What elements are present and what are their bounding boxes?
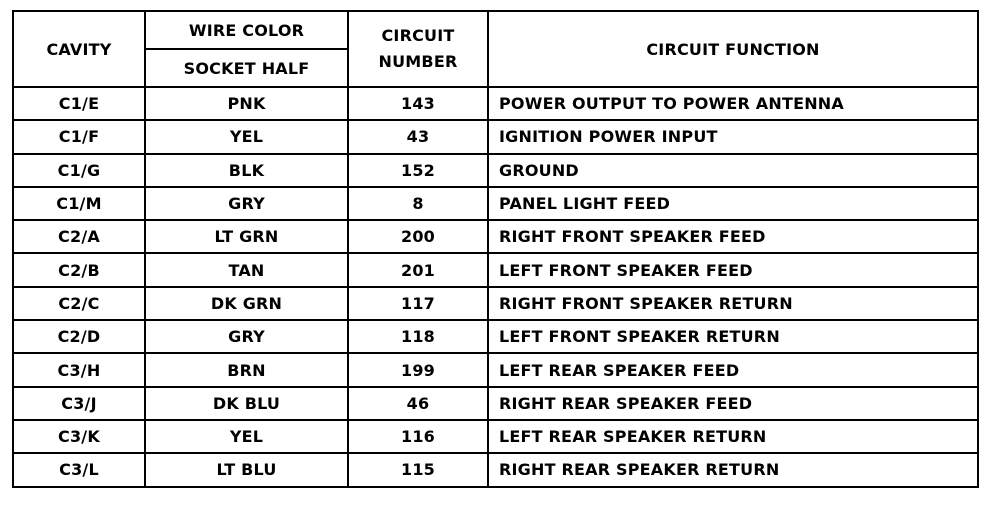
- circuit-function-cell: RIGHT FRONT SPEAKER FEED: [488, 220, 978, 253]
- header-circuit-number: [348, 11, 488, 87]
- cavity-cell: C3/K: [13, 420, 145, 453]
- wire-color-cell: YEL: [145, 420, 348, 453]
- table-row: [13, 287, 978, 320]
- circuit-function-cell: LEFT FRONT SPEAKER RETURN: [488, 320, 978, 353]
- circuit-function-cell: RIGHT REAR SPEAKER RETURN: [488, 453, 978, 486]
- table-row: [13, 253, 978, 286]
- table-body: [13, 87, 978, 487]
- connector-table-container: [12, 10, 977, 522]
- wire-color-cell: DK GRN: [145, 287, 348, 320]
- circuit-function-cell: LEFT REAR SPEAKER FEED: [488, 353, 978, 386]
- table-header: [13, 11, 978, 87]
- table-row: [13, 87, 978, 120]
- cavity-cell: C1/F: [13, 120, 145, 153]
- cavity-cell: C1/E: [13, 87, 145, 120]
- header-row-1: [13, 11, 978, 49]
- circuit-number-cell: 116: [348, 420, 488, 453]
- header-cavity: CAVITY: [13, 11, 145, 87]
- table-row: [13, 387, 978, 420]
- circuit-number-cell: 143: [348, 87, 488, 120]
- circuit-function-cell: GROUND: [488, 154, 978, 187]
- table-row: [13, 320, 978, 353]
- cavity-cell: C2/D: [13, 320, 145, 353]
- cavity-cell: C1/M: [13, 187, 145, 220]
- cavity-cell: C3/L: [13, 453, 145, 486]
- cavity-cell: C2/A: [13, 220, 145, 253]
- table-row: [13, 120, 978, 153]
- circuit-function-cell: RIGHT REAR SPEAKER FEED: [488, 387, 978, 420]
- wire-color-cell: LT GRN: [145, 220, 348, 253]
- wire-color-cell: BLK: [145, 154, 348, 187]
- circuit-number-cell: 118: [348, 320, 488, 353]
- circuit-function-cell: LEFT REAR SPEAKER RETURN: [488, 420, 978, 453]
- wire-color-cell: BRN: [145, 353, 348, 386]
- header-circuit-function: CIRCUIT FUNCTION: [488, 11, 978, 87]
- cavity-cell: C2/B: [13, 253, 145, 286]
- circuit-function-cell: RIGHT FRONT SPEAKER RETURN: [488, 287, 978, 320]
- wire-color-cell: PNK: [145, 87, 348, 120]
- circuit-function-cell: LEFT FRONT SPEAKER FEED: [488, 253, 978, 286]
- circuit-number-cell: 199: [348, 353, 488, 386]
- table-row: [13, 420, 978, 453]
- circuit-function-cell: IGNITION POWER INPUT: [488, 120, 978, 153]
- table-row: [13, 154, 978, 187]
- cavity-cell: C1/G: [13, 154, 145, 187]
- circuit-number-cell: 46: [348, 387, 488, 420]
- circuit-number-cell: 8: [348, 187, 488, 220]
- circuit-number-cell: 115: [348, 453, 488, 486]
- circuit-number-cell: 117: [348, 287, 488, 320]
- header-socket-half: SOCKET HALF: [145, 49, 348, 87]
- table-row: [13, 187, 978, 220]
- table-row: [13, 453, 978, 486]
- table-row: [13, 353, 978, 386]
- wire-color-cell: GRY: [145, 320, 348, 353]
- wire-color-cell: LT BLU: [145, 453, 348, 486]
- wire-color-cell: TAN: [145, 253, 348, 286]
- wire-color-cell: DK BLU: [145, 387, 348, 420]
- connector-cavity-table: [12, 10, 979, 488]
- circuit-function-cell: POWER OUTPUT TO POWER ANTENNA: [488, 87, 978, 120]
- table-row: [13, 220, 978, 253]
- cavity-cell: C2/C: [13, 287, 145, 320]
- header-circuit-number-text: CIRCUIT NUMBER: [378, 26, 458, 71]
- wire-color-cell: GRY: [145, 187, 348, 220]
- circuit-number-cell: 201: [348, 253, 488, 286]
- circuit-function-cell: PANEL LIGHT FEED: [488, 187, 978, 220]
- cavity-cell: C3/H: [13, 353, 145, 386]
- circuit-number-cell: 200: [348, 220, 488, 253]
- circuit-number-cell: 43: [348, 120, 488, 153]
- cavity-cell: C3/J: [13, 387, 145, 420]
- header-wire-color: WIRE COLOR: [145, 11, 348, 49]
- wire-color-cell: YEL: [145, 120, 348, 153]
- circuit-number-cell: 152: [348, 154, 488, 187]
